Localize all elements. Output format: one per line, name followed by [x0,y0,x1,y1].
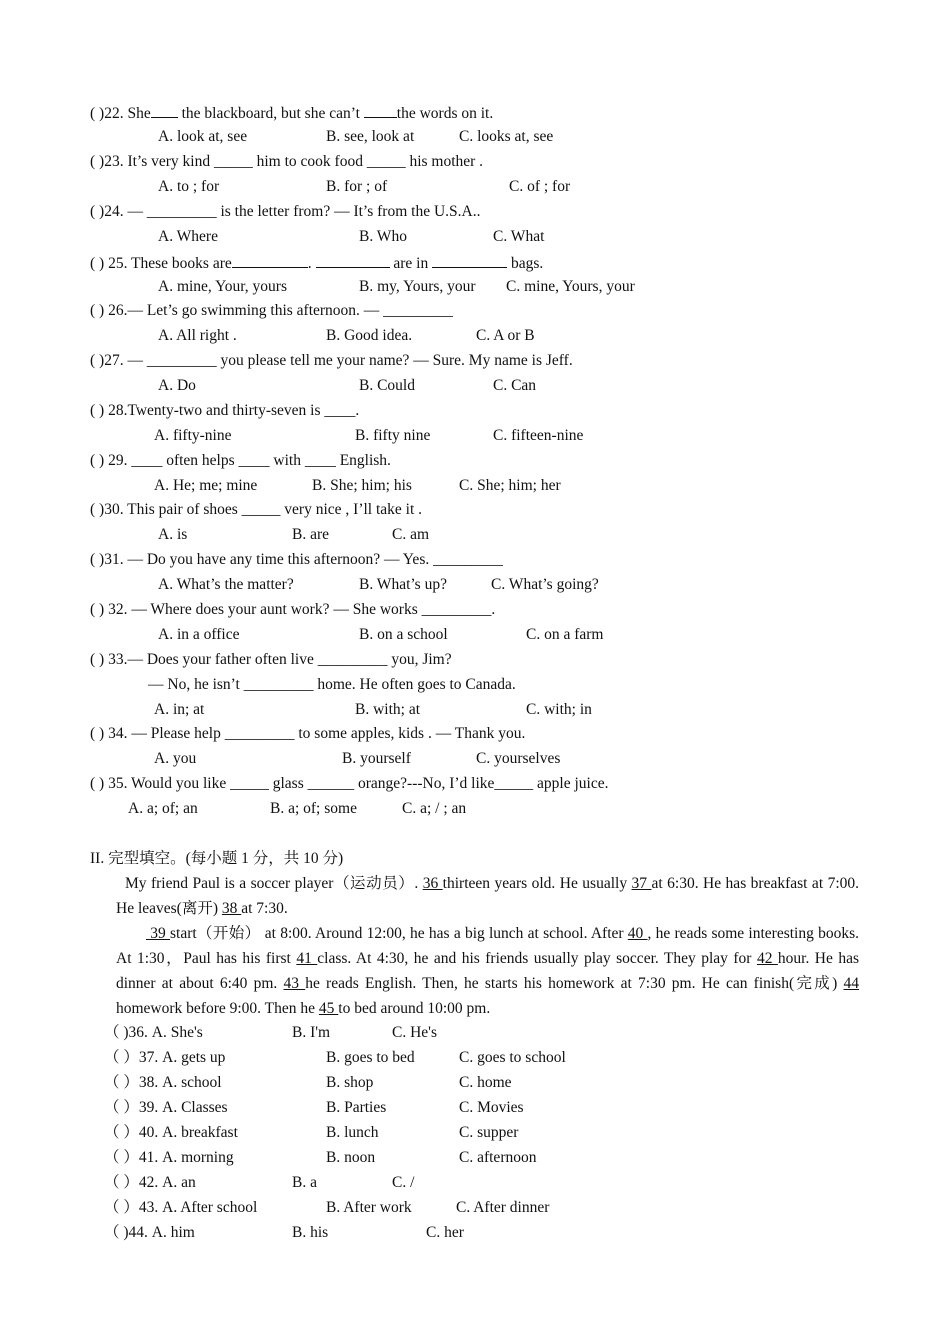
option-c: C. her [426,1224,464,1241]
option-b: B. yourself [342,750,411,767]
option-a: A. What’s the matter? [158,576,294,593]
section-heading: II. 完型填空。(每小题 1 分，共 10 分) [90,850,344,867]
option-b: B. a; of; some [270,800,357,817]
option-a: A. look at, see [158,128,248,145]
option-c: C. Can [493,377,537,394]
option-b: B. Could [359,377,415,394]
question-31: ( )31. — Do you have any time this afternoon? — Yes. _________ [90,551,503,568]
option-a: A. mine, Your, yours [158,278,287,295]
option-a: A. fifty-nine [154,427,232,444]
option-b: B. I'm [292,1024,331,1041]
option-b: B. What’s up? [359,576,447,593]
option-c: C. afternoon [459,1149,537,1166]
option-a: A. All right . [158,327,237,344]
blank [364,103,397,118]
option-c: C. supper [459,1124,519,1141]
option-c: C. on a farm [526,626,604,643]
passage-paragraph-2: 39 start（开始） at 8:00. Around 12:00, he has a big lunch at school. After 40 , he reads some interesting books. At 1:30，Paul has his first 41 class. At 4:30, he and his friends usually play soccer. They play for 42 hour. He has dinner at about 6:40 pm. 43 he reads English. Then, he starts his homework at 7:30 pm. He can finish(完成) 44 homework before 9:00. Then he 45 to bed around 10:00 pm. [116,925,860,1017]
option-b: B. for ; of [326,178,388,195]
question-33: ( ) 33.— Does your father often live _________ you, Jim? [90,651,452,668]
blank [432,253,507,268]
option-c: C. / [392,1174,415,1191]
option-c: C. with; in [526,701,592,718]
option-c: C. am [392,526,430,543]
option-b: B. Parties [326,1099,387,1116]
option-a: A. in a office [158,626,240,643]
blank [232,253,308,268]
option-a: A. Where [158,228,218,245]
option-b: B. a [292,1174,317,1191]
option-c: C. He's [392,1024,437,1041]
option-b: B. lunch [326,1124,379,1141]
option-b: B. fifty nine [355,427,431,444]
question-24: ( )24. — _________ is the letter from? — It’s from the U.S.A.. [90,203,481,220]
cloze-item-40: （ ）40. A. breakfast [104,1124,238,1141]
option-c: C. She; him; her [459,477,561,494]
option-c: C. mine, Yours, your [506,278,635,295]
option-b: B. Good idea. [326,327,413,344]
option-c: C. yourselves [476,750,561,767]
option-b: B. my, Yours, your [359,278,476,295]
cloze-item-42: （ ）42. A. an [104,1174,196,1191]
question-28: ( ) 28.Twenty-two and thirty-seven is ____. [90,402,360,419]
option-c: C. home [459,1074,512,1091]
cloze-item-44: （ )44. A. him [104,1224,195,1241]
question-26: ( ) 26.— Let’s go swimming this afternoon. — _________ [90,302,453,319]
option-c: C. looks at, see [459,128,554,145]
option-b: B. his [292,1224,329,1241]
question-34: ( ) 34. — Please help _________ to some apples, kids . — Thank you. [90,725,526,742]
cloze-item-41: （ ）41. A. morning [104,1149,234,1166]
option-c: C. What’s going? [491,576,599,593]
cloze-item-37: （ ）37. A. gets up [104,1049,226,1066]
question-35: ( ) 35. Would you like _____ glass ______ orange?---No, I’d like_____ apple juice. [90,775,609,792]
question-33-response: — No, he isn’t _________ home. He often goes to Canada. [148,676,516,693]
option-c: C. After dinner [456,1199,550,1216]
option-b: B. are [292,526,330,543]
option-a: A. is [158,526,188,543]
passage-paragraph-1: My friend Paul is a soccer player（运动员）. 36 thirteen years old. He usually 37 at 6:30. He has breakfast at 7:00. He leaves(离开) 38 at 7:30. [116,875,860,917]
blank [151,103,178,118]
cloze-item-39: （ ）39. A. Classes [104,1099,228,1116]
blank [316,253,390,268]
option-b: B. see, look at [326,128,415,145]
option-a: A. Do [158,377,196,394]
question-25: ( ) 25. These books are . are in bags. [90,255,544,272]
option-a: A. in; at [154,701,205,718]
option-b: B. noon [326,1149,376,1166]
option-b: B. After work [326,1199,412,1216]
option-b: B. goes to bed [326,1049,415,1066]
option-c: C. Movies [459,1099,524,1116]
option-a: A. to ; for [158,178,220,195]
question-32: ( ) 32. — Where does your aunt work? — She works _________. [90,601,496,618]
option-b: B. on a school [359,626,448,643]
question-23: ( )23. It’s very kind _____ him to cook food _____ his mother . [90,153,484,170]
cloze-passage [116,871,859,1021]
question-27: ( )27. — _________ you please tell me your name? — Sure. My name is Jeff. [90,352,573,369]
option-b: B. with; at [355,701,421,718]
option-c: C. fifteen-nine [493,427,584,444]
question-29: ( ) 29. ____ often helps ____ with ____ English. [90,452,391,469]
question-30: ( )30. This pair of shoes _____ very nice , I’ll take it . [90,501,423,518]
cloze-item-43: （ ）43. A. After school [104,1199,258,1216]
option-c: C. of ; for [509,178,571,195]
option-b: B. She; him; his [312,477,412,494]
option-b: B. Who [359,228,407,245]
option-c: C. A or B [476,327,535,344]
option-c: C. goes to school [459,1049,566,1066]
option-a: A. you [154,750,197,767]
option-c: C. What [493,228,545,245]
option-a: A. a; of; an [128,800,198,817]
question-22: ( )22. She the blackboard, but she can’t the words on it. [90,105,494,122]
option-a: A. He; me; mine [154,477,258,494]
option-b: B. shop [326,1074,374,1091]
option-c: C. a; / ; an [402,800,467,817]
cloze-item-36: （ )36. A. She's [104,1024,203,1041]
cloze-item-38: （ ）38. A. school [104,1074,222,1091]
